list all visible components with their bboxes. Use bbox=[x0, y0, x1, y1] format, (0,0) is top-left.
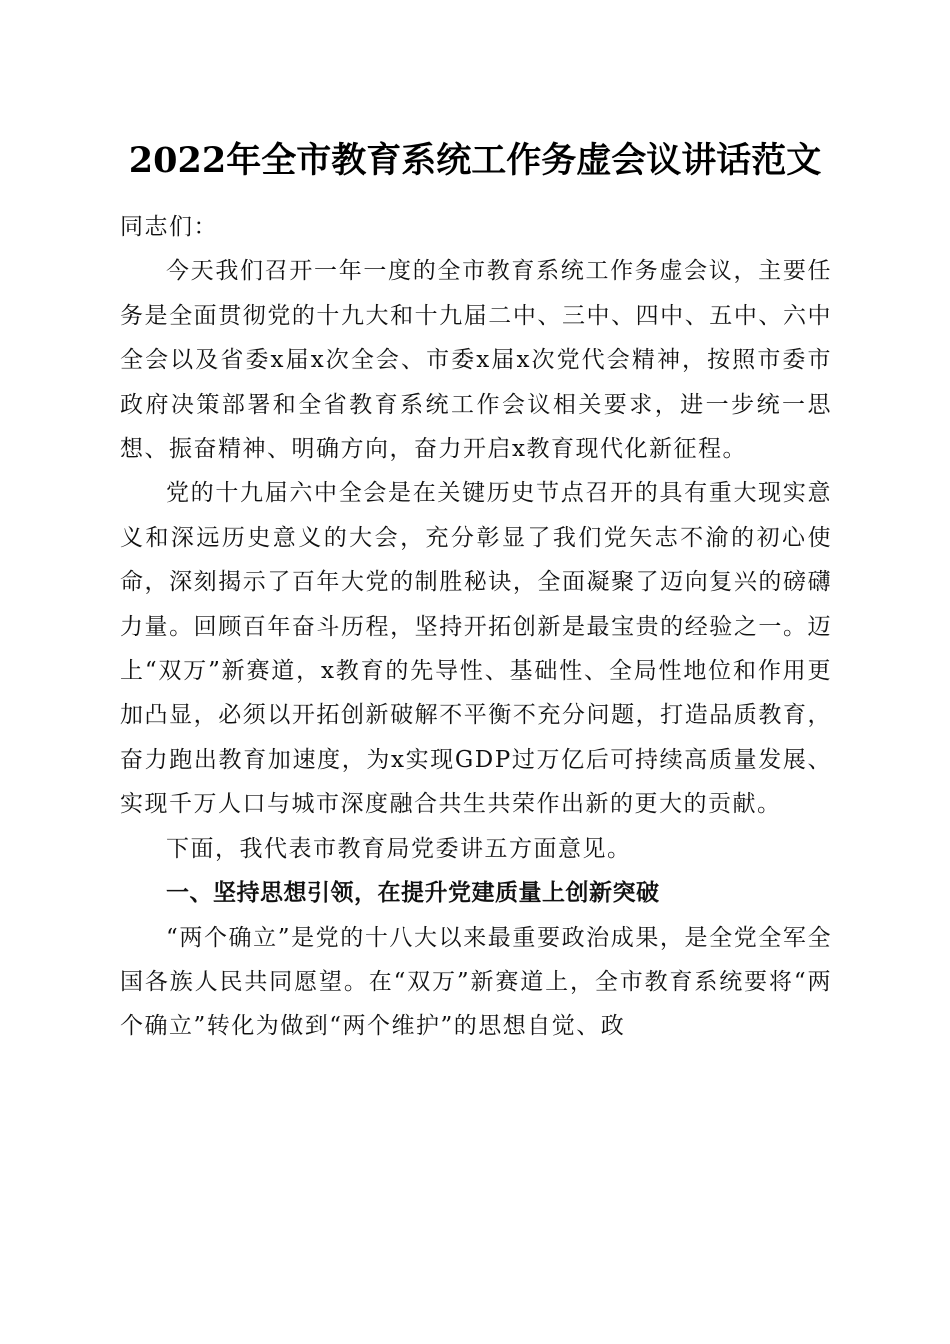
document-title: 2022年全市教育系统工作务虚会议讲话范文 bbox=[128, 140, 822, 181]
paragraph-plenum: 党的十九届六中全会是在关键历史节点召开的具有重大现实意义和深远历史意义的大会，充分彰显了我们党矢志不渝的初心使命，深刻揭示了百年大党的制胜秘诀，全面凝聚了迈向复兴的磅礴力量。回顾百年奋斗历程，坚持开拓创新是最宝贵的经验之一。迈上“双万”新赛道，x教育的先导性、基础性、全局性地位和作用更加凸显，必须以开拓创新破解不平衡不充分问题，打造品质教育，奋力跑出教育加速度，为x实现GDP过万亿后可持续高质量发展、实现千万人口与城市深度融合共生共荣作出新的更大的贡献。 bbox=[120, 480, 832, 818]
section-heading: 一、坚持思想引领，在提升党建质量上创新突破 bbox=[166, 880, 660, 907]
paragraph-outline: 下面，我代表市教育局党委讲五方面意见。 bbox=[166, 835, 632, 862]
document-body bbox=[120, 205, 832, 1049]
paragraph-section-one: “两个确立”是党的十八大以来最重要政治成果，是全党全军全国各族人民共同愿望。在“双万”新赛道上，全市教育系统要将“两个确立”转化为做到“两个维护”的思想自觉、政 bbox=[120, 924, 832, 1040]
paragraph-intro: 今天我们召开一年一度的全市教育系统工作务虚会议，主要任务是全面贯彻党的十九大和十九届二中、三中、四中、五中、六中全会以及省委x届x次全会、市委x届x次党代会精神，按照市委市政府决策部署和全省教育系统工作会议相关要求，进一步统一思想、振奋精神、明确方向，奋力开启x教育现代化新征程。 bbox=[120, 258, 832, 463]
salutation: 同志们： bbox=[120, 214, 218, 240]
